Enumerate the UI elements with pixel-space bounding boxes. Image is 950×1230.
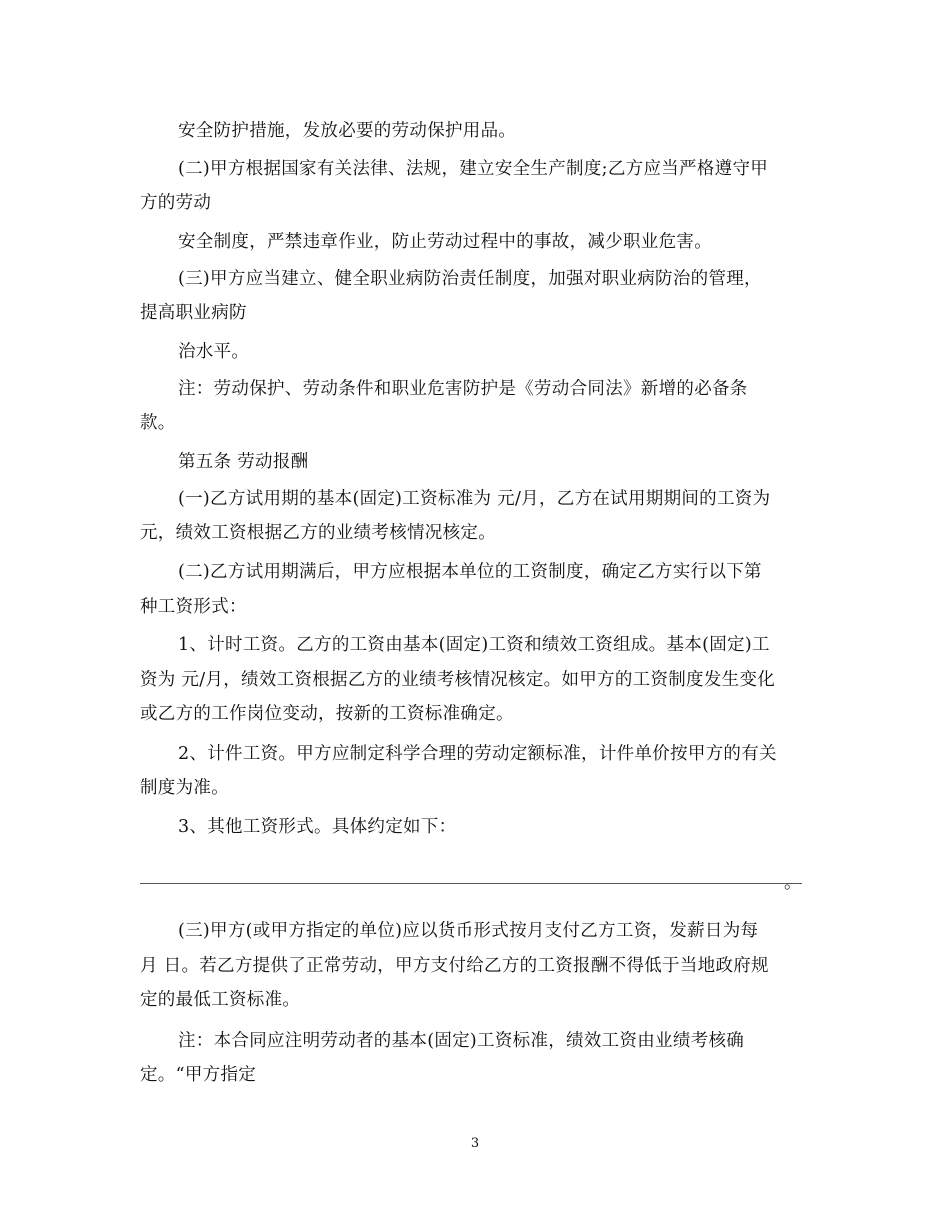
text-line: 3、其他工资形式。具体约定如下：	[178, 817, 457, 837]
text-line: 种工资形式：	[140, 597, 247, 617]
fill-in-blank-line	[140, 883, 802, 884]
text-line: 方的劳动	[140, 193, 212, 213]
text-line: 安全防护措施，发放必要的劳动保护用品。	[178, 121, 517, 141]
text-line: 提高职业病防	[140, 303, 247, 323]
text-line: 1、计时工资。乙方的工资由基本(固定)工资和绩效工资组成。基本(固定)工	[178, 635, 770, 655]
text-line: 注：劳动保护、劳动条件和职业危害防护是《劳动合同法》新增的必备条	[178, 379, 748, 399]
text-line: 注：本合同应注明劳动者的基本(固定)工资标准，绩效工资由业绩考核确	[178, 1031, 745, 1051]
text-line: 制度为准。	[140, 778, 229, 798]
text-line: (二)甲方根据国家有关法律、法规，建立安全生产制度;乙方应当严格遵守甲	[178, 159, 769, 179]
text-line: 定。“甲方指定	[140, 1065, 257, 1085]
page-number: 3	[470, 1136, 480, 1151]
section-heading: 第五条 劳动报酬	[178, 452, 309, 472]
text-line: (三)甲方(或甲方指定的单位)应以货币形式按月支付乙方工资，发薪日为每	[178, 921, 759, 941]
text-line: 定的最低工资标准。	[140, 990, 301, 1010]
text-line: 元，绩效工资根据乙方的业绩考核情况核定。	[140, 523, 496, 543]
text-line: 款。	[140, 413, 176, 433]
blank-end-mark: 。	[784, 873, 802, 893]
text-line: (二)乙方试用期满后，甲方应根据本单位的工资制度，确定乙方实行以下第	[178, 562, 762, 582]
text-line: 月 日。若乙方提供了正常劳动，甲方支付给乙方的工资报酬不得低于当地政府规	[140, 956, 769, 976]
text-line: 资为 元/月，绩效工资根据乙方的业绩考核情况核定。如甲方的工资制度发生变化	[140, 670, 776, 690]
text-line: 2、计件工资。甲方应制定科学合理的劳动定额标准，计件单价按甲方的有关	[178, 744, 777, 764]
text-line: 或乙方的工作岗位变动，按新的工资标准确定。	[140, 704, 514, 724]
text-line: 安全制度，严禁违章作业，防止劳动过程中的事故，减少职业危害。	[178, 232, 712, 252]
text-line: (三)甲方应当建立、健全职业病防治责任制度，加强对职业病防治的管理，	[178, 269, 762, 289]
text-line: 治水平。	[178, 342, 250, 362]
text-line: (一)乙方试用期的基本(固定)工资标准为 元/月，乙方在试用期期间的工资为	[178, 489, 771, 509]
